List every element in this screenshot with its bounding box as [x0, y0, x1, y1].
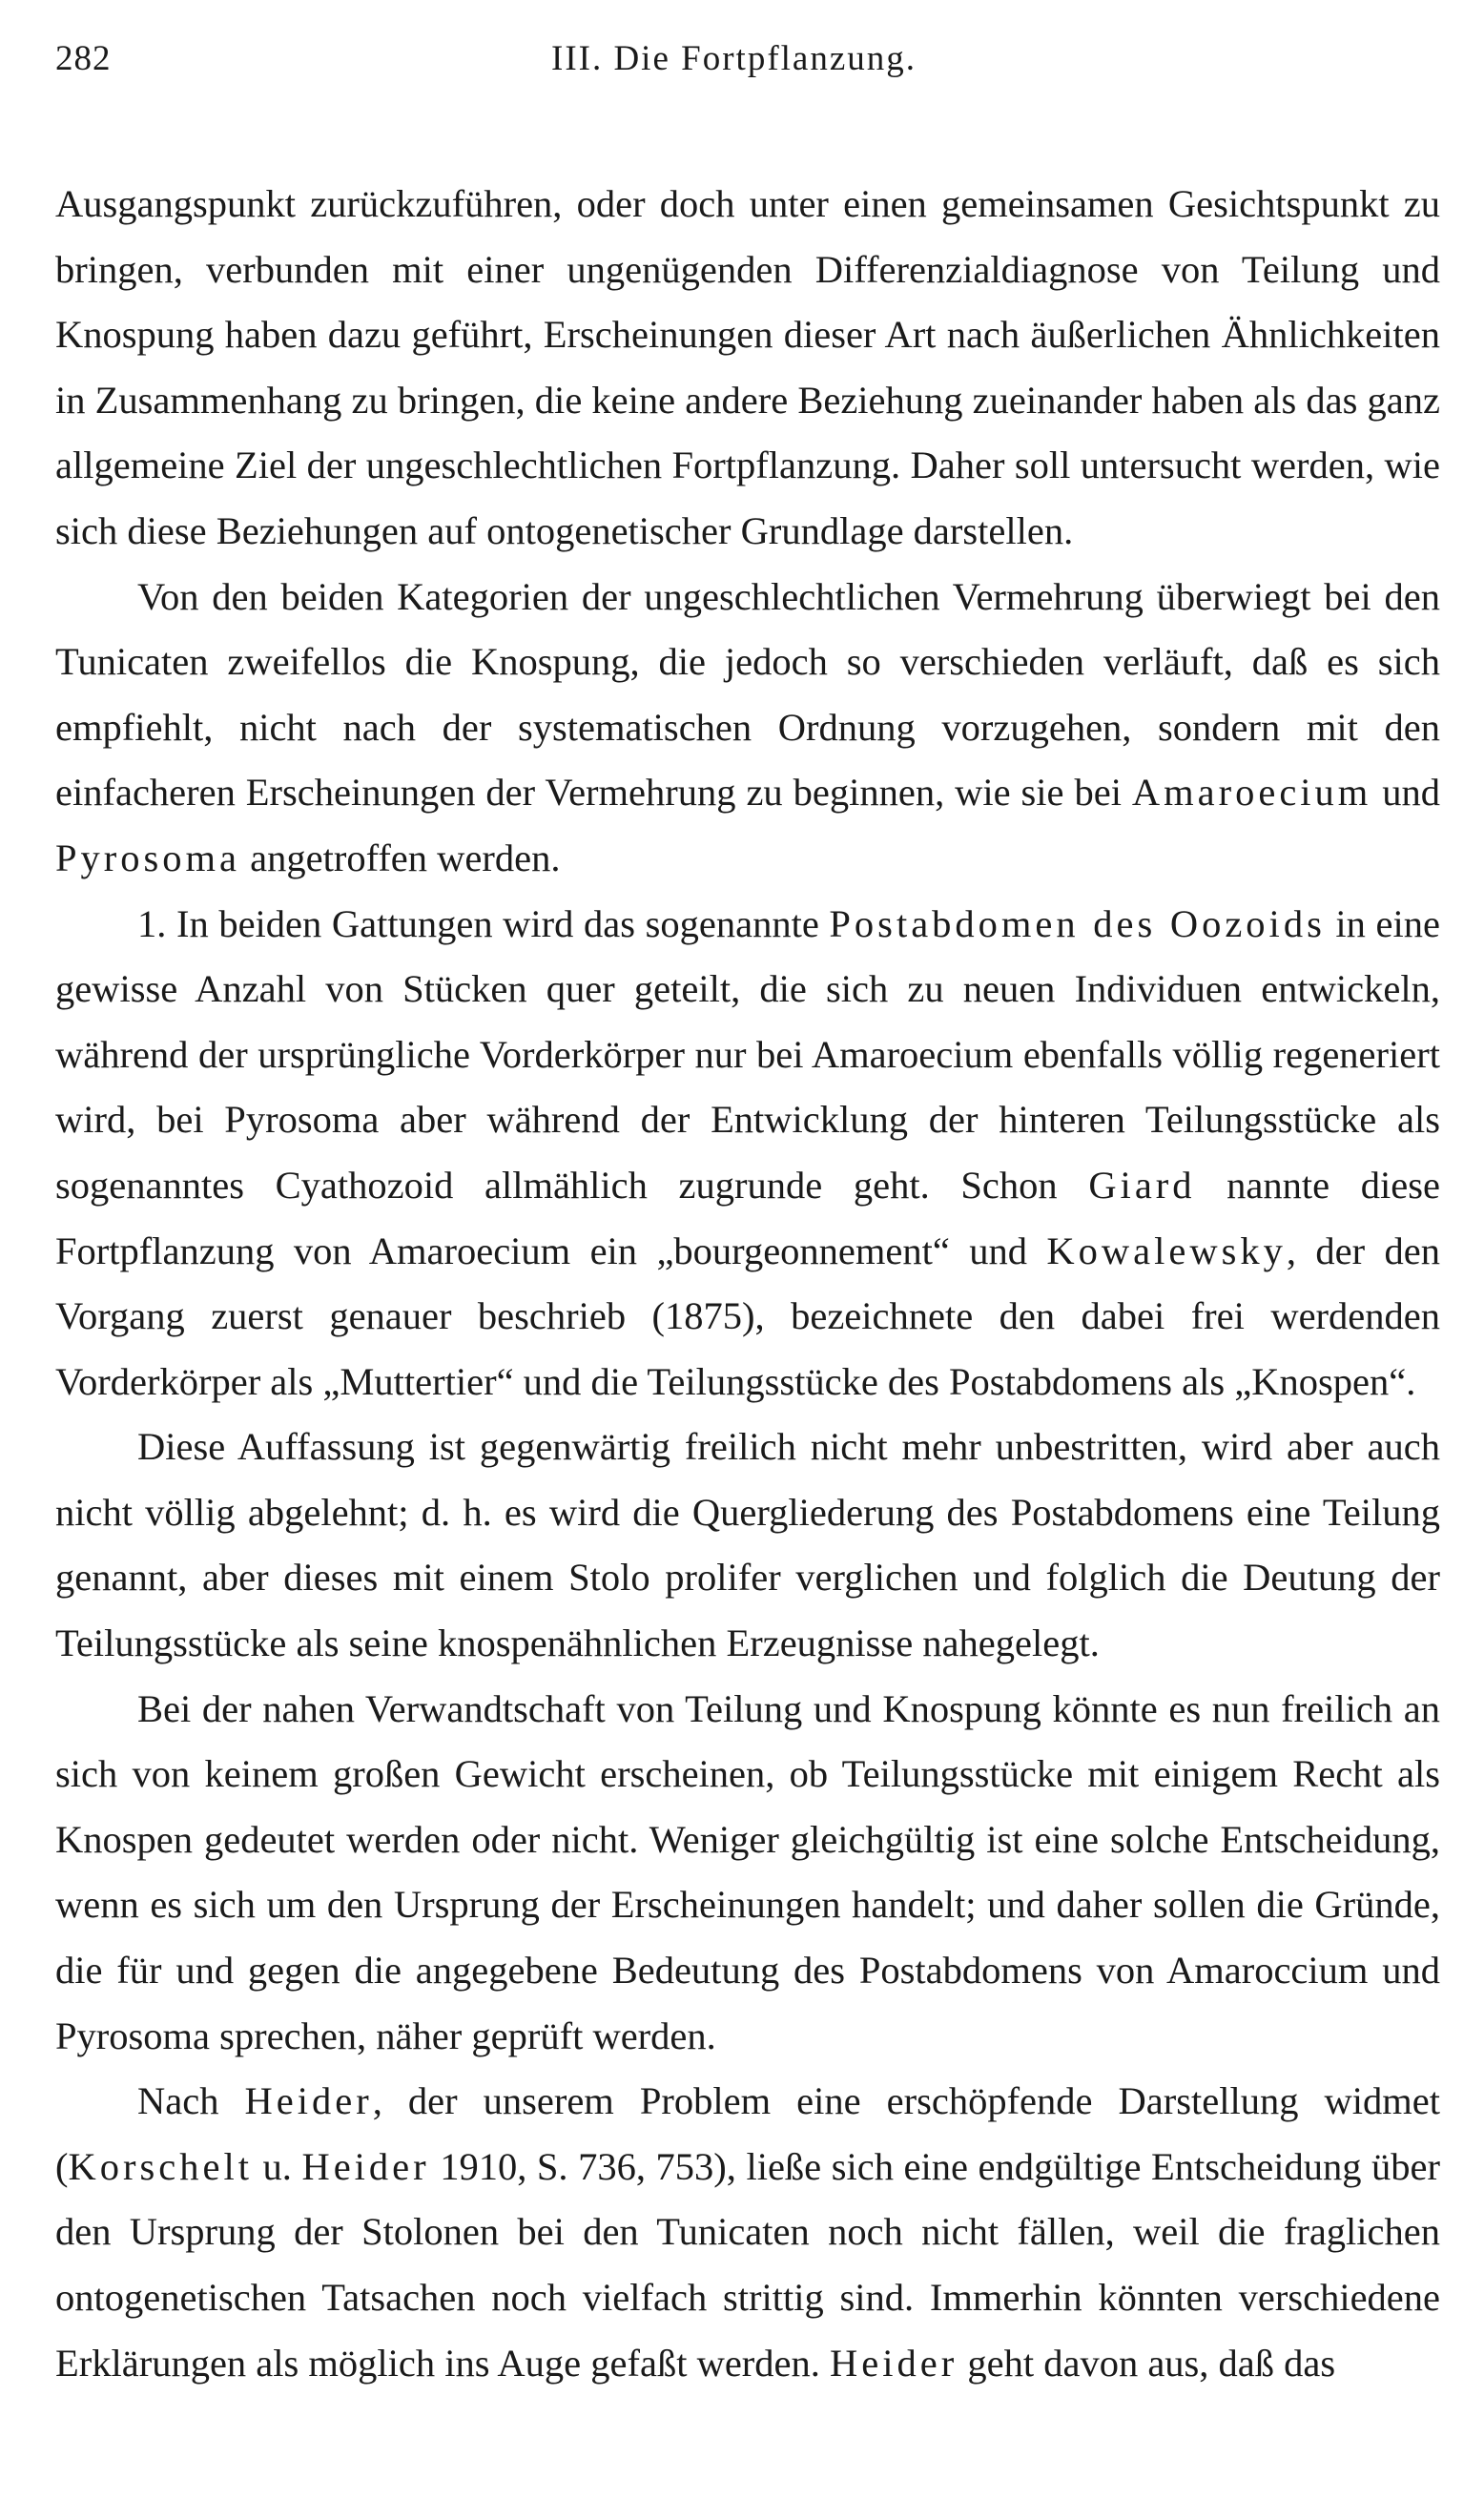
spaced-name: Korschelt	[68, 2144, 253, 2188]
text-run: , der unserem Problem eine erschöpfende Darstellung widmet (	[55, 2079, 1441, 2188]
paragraph	[55, 2069, 1440, 2396]
body-text	[55, 172, 1440, 2396]
spaced-name: Heider	[244, 2079, 373, 2123]
text-run: in eine gewisse Anzahl von Stücken quer geteilt, die sich zu neuen Individuen entwickeln, während der ursprüngliche Vorderkörper nur bei Amaroecium ebenfalls völlig regeneriert wird, bei Pyrosoma aber während der Entwicklung der hinteren Teilungsstücke als sogenanntes Cyathozoid allmählich zugrunde geht. Schon	[55, 901, 1440, 1207]
spaced-name: Kowalewsky	[1046, 1229, 1287, 1272]
spaced-name: Heider	[830, 2341, 958, 2385]
running-head: III. Die Fortpflanzung.	[551, 39, 917, 78]
text-run: 1910, S. 736, 753), ließe sich eine endgültige Entscheidung über den Ursprung der Stolonen bei den Tunicaten noch nicht fällen, weil die fraglichen ontogenetischen Tatsachen noch vielfach strittig sind. Immerhin könnten verschiedene Erklärungen als möglich ins Auge gefaßt werden.	[55, 2144, 1441, 2385]
text-run: Bei der nahen Verwandtschaft von Teilung und Knospung könnte es nun freilich an sich von keinem großen Gewicht erscheinen, ob Teilungsstücke mit einigem Recht als Knospen gedeutet werden oder nicht. Weniger gleichgültig ist eine solche Entscheidung, wenn es sich um den Ursprung der Erscheinungen handelt; und daher sollen die Gründe, die für und gegen die angegebene Bedeutung des Postabdomens von Amaroccium und Pyrosoma sprechen, näher geprüft werden.	[55, 1686, 1440, 2057]
text-run: Diese Auffassung ist gegenwärtig freilich nicht mehr unbestritten, wird aber auch nicht völlig abgelehnt; d. h. es wird die Quergliederung des Postabdomens eine Teilung genannt, aber dieses mit einem Stolo prolifer verglichen und folglich die Deutung der Teilungsstücke als seine knospenähnlichen Erzeugnisse nahegelegt.	[55, 1425, 1440, 1665]
text-run: und	[1371, 771, 1441, 815]
text-run: geht davon aus, daß das	[958, 2341, 1336, 2385]
spaced-name: Postabdomen des Oozoids	[829, 901, 1326, 945]
paragraph	[55, 1677, 1440, 2070]
paragraph	[55, 172, 1440, 565]
page-header	[55, 38, 1440, 95]
text-run: Nach	[137, 2079, 245, 2123]
text-run: u.	[252, 2144, 302, 2188]
text-run: angetroffen werden.	[240, 836, 561, 879]
paragraph	[55, 892, 1440, 1415]
text-run: Von den beiden Kategorien der ungeschlechtlichen Vermehrung überwiegt bei den Tunicaten zweifellos die Knospung, die jedoch so verschieden verläuft, daß es sich empfiehlt, nicht nach der systematischen Ordnung vorzugehen, sondern mit den einfacheren Erscheinungen der Vermehrung zu beginnen, wie sie bei	[55, 574, 1440, 815]
spaced-name: Amaroecium	[1131, 771, 1372, 815]
text-run: Ausgangspunkt zurückzuführen, oder doch unter einen gemeinsamen Gesichtspunkt zu bringen, verbunden mit einer ungenügenden Differenzialdiagnose von Teilung und Knospung haben dazu geführt, Erscheinungen dieser Art nach äußerlichen Ähnlichkeiten in Zusammenhang zu bringen, die keine andere Beziehung zueinander haben als das ganz allgemeine Ziel der ungeschlechtlichen Fortpflanzung. Daher soll untersucht werden, wie sich diese Beziehungen auf ontogenetischer Grundlage darstellen.	[55, 182, 1440, 552]
text-run: nannte diese Fortpflanzung von Amaroecium ein „bourgeonnement“ und	[55, 1163, 1441, 1272]
text-run: , der den Vorgang zuerst genauer beschrieb (1875), bezeichnete den dabei frei werdenden Vorderkörper als „Muttertier“ und die Teilungsstücke des Postabdomens als „Knospen“.	[55, 1229, 1440, 1403]
paragraph	[55, 1415, 1440, 1676]
page-number: 282	[55, 39, 112, 78]
spaced-name: Heider	[301, 2144, 430, 2188]
paragraph	[55, 565, 1440, 892]
spaced-name: Pyrosoma	[55, 836, 240, 879]
text-run: 1. In beiden Gattungen wird das sogenannte	[137, 901, 830, 945]
spaced-name: Giard	[1088, 1163, 1196, 1207]
